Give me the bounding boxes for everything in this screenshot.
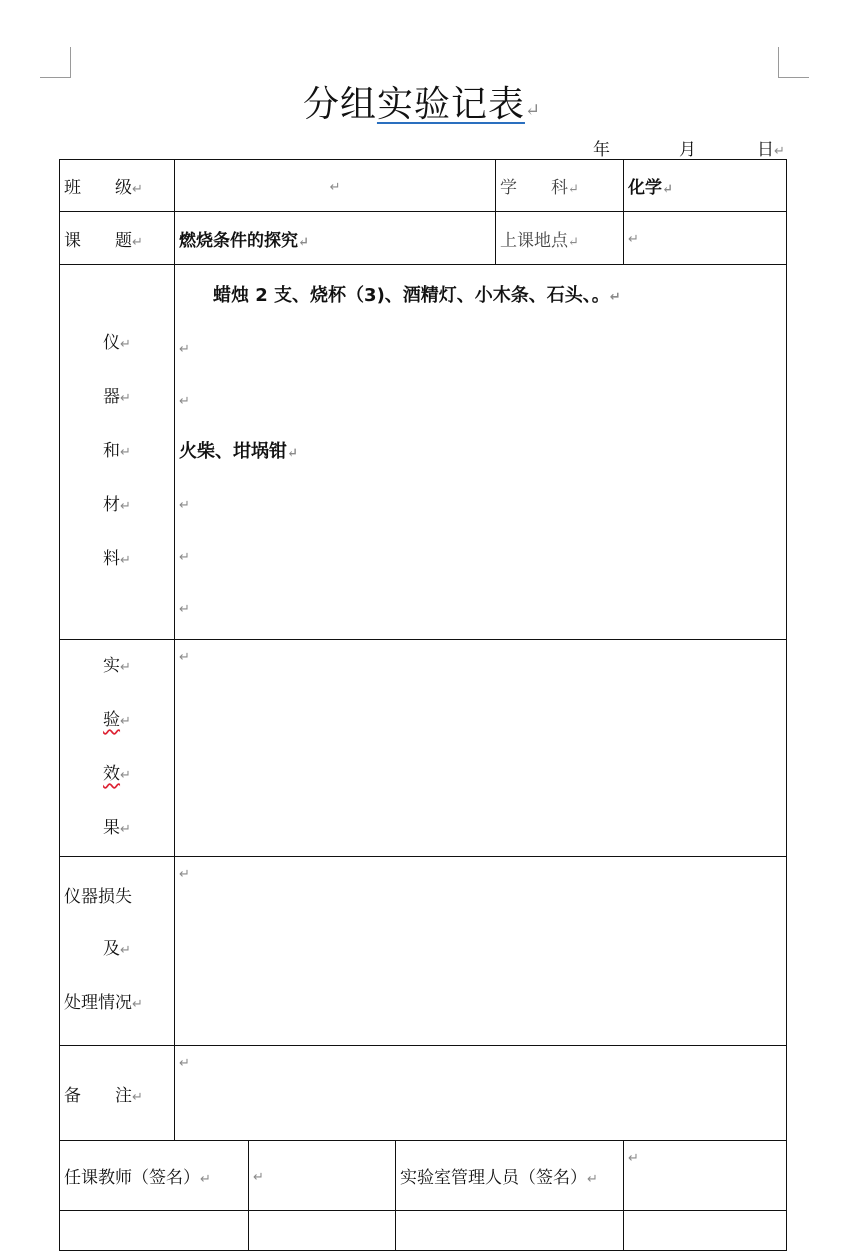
instruments-label-char: 材↵ <box>103 495 131 515</box>
page-corner-mark-top-right <box>778 47 809 78</box>
instruments-label <box>60 265 175 640</box>
loss-label-line: 仪器损失 <box>64 887 132 907</box>
table-cell[interactable] <box>396 1211 624 1251</box>
paragraph-mark-icon: ↵ <box>524 100 542 121</box>
effect-label <box>60 640 175 857</box>
instruments-line: 蜡烛 2 支、烧杯（3)、酒精灯、小木条、石头、。↵ <box>213 285 621 306</box>
loss-label-line: 及↵ <box>103 939 131 959</box>
lab-manager-signature-label: 实验室管理人员（签名）↵ <box>396 1141 624 1211</box>
date-year-label: 年 <box>593 140 610 160</box>
location-value-cell[interactable]: ↵ <box>624 212 787 265</box>
topic-label: 课 题↵ <box>60 212 175 265</box>
effect-label-char: 验↵ <box>103 710 131 730</box>
instruments-line: ↵ <box>179 602 190 617</box>
table-row <box>60 265 787 640</box>
teacher-signature-cell[interactable]: ↵ <box>249 1141 396 1211</box>
table-row <box>60 1046 787 1141</box>
date-month-label: 月 <box>679 140 696 160</box>
instruments-label-char: 器↵ <box>103 387 131 407</box>
topic-value-cell[interactable]: 燃烧条件的探究↵ <box>175 212 496 265</box>
date-day-label: 日↵ <box>757 140 785 160</box>
title-prefix: 分组 <box>302 84 377 125</box>
instruments-line: ↵ <box>179 498 190 513</box>
instruments-label-char: 料↵ <box>103 549 131 569</box>
lab-manager-signature-cell[interactable]: ↵ <box>624 1141 787 1211</box>
experiment-record-table <box>59 159 786 1209</box>
table-row <box>60 857 787 1046</box>
instruments-label-char: 仪↵ <box>103 333 131 353</box>
document-title <box>0 76 844 127</box>
table-row <box>60 1141 787 1211</box>
class-label: 班 级↵ <box>60 160 175 212</box>
table-row <box>60 212 787 265</box>
effect-label-char: 效↵ <box>103 764 131 784</box>
teacher-signature-label: 任课教师（签名）↵ <box>60 1141 249 1211</box>
instruments-line: ↵ <box>179 394 190 409</box>
table-row <box>60 640 787 857</box>
table-cell[interactable] <box>624 1211 787 1251</box>
instruments-label-char: 和↵ <box>103 441 131 461</box>
instruments-line: ↵ <box>179 342 190 357</box>
subject-value-cell[interactable]: 化学↵ <box>624 160 787 212</box>
page-corner-mark-top-left <box>40 47 71 78</box>
location-label: 上课地点↵ <box>496 212 624 265</box>
subject-label: 学 科↵ <box>496 160 624 212</box>
loss-label-line: 处理情况↵ <box>64 993 143 1013</box>
table-cell[interactable] <box>249 1211 396 1251</box>
remarks-content-cell[interactable]: ↵ <box>175 1046 787 1141</box>
instruments-line: ↵ <box>179 550 190 565</box>
table-row <box>60 1211 787 1251</box>
instruments-line: 火柴、坩埚钳↵ <box>179 441 298 462</box>
class-value-cell[interactable]: ↵ <box>175 160 496 212</box>
remarks-label: 备 注↵ <box>60 1046 175 1141</box>
loss-label <box>60 857 175 1046</box>
title-underlined: 实验记表 <box>376 84 525 125</box>
table-cell[interactable] <box>60 1211 249 1251</box>
effect-label-char: 实↵ <box>103 656 131 676</box>
instruments-content-cell[interactable] <box>175 265 787 640</box>
loss-content-cell[interactable]: ↵ <box>175 857 787 1046</box>
paragraph-mark-icon: ↵ <box>774 144 785 159</box>
table-row <box>60 160 787 212</box>
effect-content-cell[interactable]: ↵ <box>175 640 787 857</box>
effect-label-char: 果↵ <box>103 818 131 838</box>
